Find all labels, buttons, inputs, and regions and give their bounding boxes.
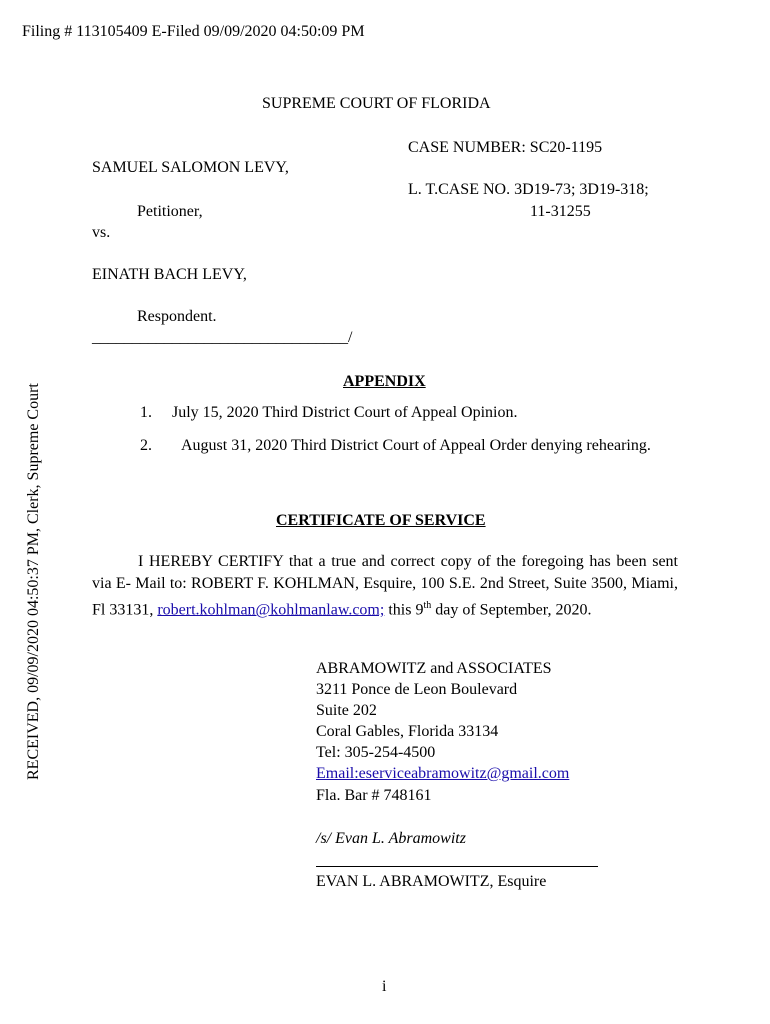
court-title: SUPREME COURT OF FLORIDA <box>262 95 491 112</box>
certificate-heading: CERTIFICATE OF SERVICE <box>276 512 486 529</box>
received-stamp: RECEIVED, 09/09/2020 04:50:37 PM, Clerk, Supreme Court <box>25 383 42 780</box>
case-number: CASE NUMBER: SC20-1195 <box>408 139 603 156</box>
versus: vs. <box>92 224 111 241</box>
address-line: 3211 Ponce de Leon Boulevard <box>316 681 518 698</box>
caption-rule: ________________________________/ <box>92 329 353 346</box>
certificate-text: I HEREBY CERTIFY that a true and correct copy of the foregoing has been sent via E- Mail to: ROBERT F. KOHLMAN, Esquire, 100 S.E. 2nd Street, Suite 3500, Miami, Fl 33131, <box>92 553 678 619</box>
electronic-signature: /s/ Evan L. Abramowitz <box>316 830 466 847</box>
appendix-item-text: August 31, 2020 Third District Court of Appeal Order denying rehearing. <box>181 437 651 454</box>
respondent-name: EINATH BACH LEVY, <box>92 266 247 283</box>
city-line: Coral Gables, Florida 33134 <box>316 723 499 740</box>
address-line: Suite 202 <box>316 702 377 719</box>
appendix-item-number: 1. <box>140 404 152 421</box>
firm-name: ABRAMOWITZ and ASSOCIATES <box>316 660 552 677</box>
respondent-role: Respondent. <box>137 308 217 325</box>
signer-name: EVAN L. ABRAMOWITZ, Esquire <box>316 873 547 890</box>
appendix-heading: APPENDIX <box>343 373 426 390</box>
petitioner-name: SAMUEL SALOMON LEVY, <box>92 159 289 176</box>
appendix-item-text: July 15, 2020 Third District Court of Appeal Opinion. <box>172 404 518 421</box>
lower-tribunal-case-line2: 11-31255 <box>530 203 591 220</box>
appendix-item-number: 2. <box>140 437 152 454</box>
certificate-text: day of September, 2020. <box>431 601 592 619</box>
firm-email-link[interactable]: Email:eserviceabramowitz@gmail.com <box>316 765 570 782</box>
page-number: i <box>382 978 387 995</box>
certificate-text: this 9 <box>384 601 424 619</box>
signature-line <box>316 866 598 867</box>
filing-header: Filing # 113105409 E-Filed 09/09/2020 04:50:09 PM <box>22 23 365 40</box>
bar-number: Fla. Bar # 748161 <box>316 787 432 804</box>
petitioner-role: Petitioner, <box>137 203 203 220</box>
recipient-email-link[interactable]: robert.kohlman@kohlmanlaw.com; <box>157 601 385 619</box>
ordinal-suffix: th <box>423 600 432 611</box>
lower-tribunal-case-line1: L. T.CASE NO. 3D19-73; 3D19-318; <box>408 181 649 198</box>
phone-line: Tel: 305-254-4500 <box>316 744 436 761</box>
certificate-paragraph <box>92 551 678 621</box>
